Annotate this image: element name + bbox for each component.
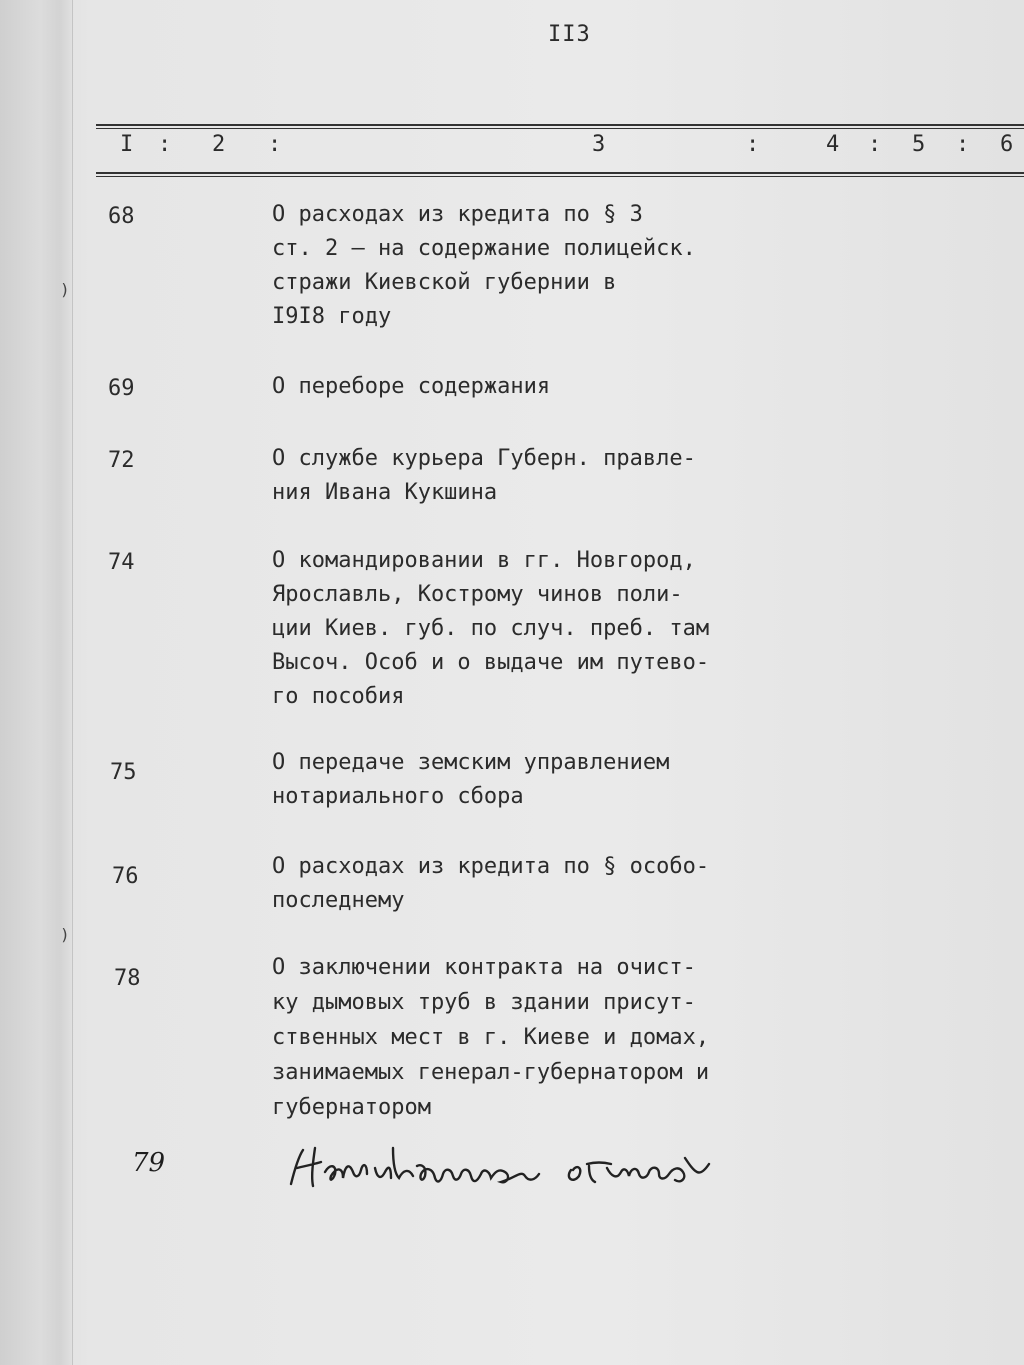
- binding-hole-mark: ): [60, 925, 70, 944]
- header-separator: :: [956, 132, 970, 157]
- entry-number: 69: [108, 376, 135, 401]
- entry-title: О расходах из кредита по § особо- последнему: [272, 854, 710, 913]
- entry-number: 68: [108, 204, 135, 229]
- header-rule-top: [96, 124, 1024, 126]
- entry-number: 75: [110, 760, 137, 785]
- header-col-6: 6: [1000, 132, 1014, 157]
- header-rule-bottom: [96, 172, 1024, 174]
- entry-title: О переборе содержания: [272, 374, 551, 399]
- header-col-5: 5: [912, 132, 926, 157]
- header-separator: :: [868, 132, 882, 157]
- entry-title: О командировании в гг. Новгород, Ярославль, Кострому чинов поли- ции Киев. губ. по случ. преб. там Высоч. Особ и о выдаче им путево- го пособия: [272, 548, 710, 709]
- header-rule-bottom-thin: [96, 176, 1024, 177]
- binding-hole-mark: ): [60, 280, 70, 299]
- header-separator: :: [746, 132, 760, 157]
- entry-title: О расходах из кредита по § 3 ст. 2 – на содержание полицейск. стражи Киевской губернии в I9I8 году: [272, 202, 696, 329]
- header-col-4: 4: [826, 132, 840, 157]
- entry-number: 74: [108, 550, 135, 575]
- entry-title: О службе курьера Губерн. правле- ния Ивана Кукшина: [272, 446, 696, 505]
- header-col-3: 3: [592, 132, 606, 157]
- entry-title: О передаче земским управлением нотариального сбора: [272, 750, 670, 809]
- page-number: II3: [548, 22, 591, 47]
- binding-gutter: [0, 0, 73, 1365]
- entry-title: О заключении контракта на очист- ку дымовых труб в здании присут- ственных мест в г. Киеве и домах, занимаемых генерал-губернатором и губернатором: [272, 955, 710, 1120]
- header-separator: :: [268, 132, 282, 157]
- handwritten-note-signature: [285, 1128, 725, 1208]
- header-col-2: 2: [212, 132, 226, 157]
- entry-number: 78: [114, 966, 141, 991]
- entry-number: 72: [108, 448, 135, 473]
- header-col-1: I: [120, 132, 134, 157]
- header-rule-top-thin: [96, 128, 1024, 129]
- header-separator: :: [158, 132, 172, 157]
- handwritten-number: 79: [132, 1148, 166, 1178]
- entry-number: 76: [112, 864, 139, 889]
